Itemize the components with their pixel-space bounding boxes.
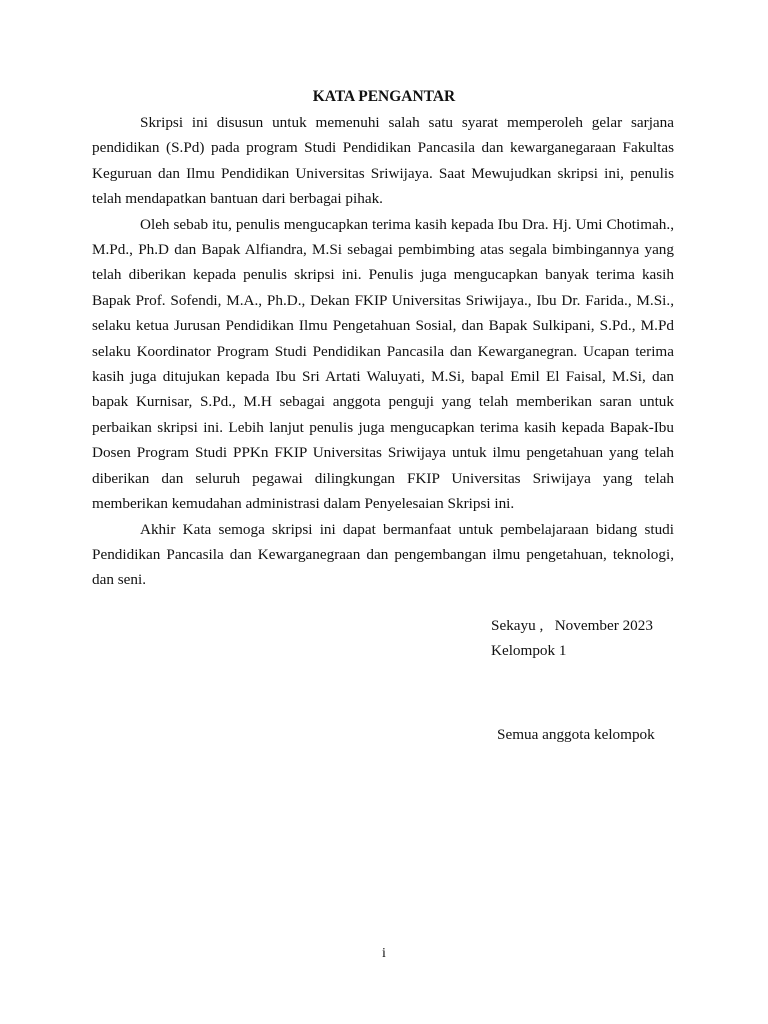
signature-members: Semua anggota kelompok — [497, 726, 655, 743]
paragraph-intro: Skripsi ini disusun untuk memenuhi salah satu syarat memperoleh gelar sarjana pendidikan (S.Pd) pada program Studi Pendidikan Pancasila dan kewarganegaraan Fakultas Keguruan dan Ilmu Pendidikan Universitas Sriwijaya. Saat Mewujudkan skripsi ini, penulis telah mendapatkan bantuan dari berbagai pihak. — [92, 114, 674, 208]
paragraph-closing: Akhir Kata semoga skripsi ini dapat bermanfaat untuk pembelajaraan bidang studi Pendidikan Pancasila dan Kewarganegraan dan pengembangan ilmu pengetahuan, teknologi, dan seni. — [92, 520, 674, 589]
signature-place-date: Sekayu , November 2023 — [491, 617, 653, 634]
document-body — [92, 110, 674, 593]
paragraph-acknowledgements: Oleh sebab itu, penulis mengucapkan terima kasih kepada Ibu Dra. Hj. Umi Chotimah., M.Pd., Ph.D dan Bapak Alfiandra, M.Si sebagai pembimbing atas segala bimbingannya yang telah diberikan kepada penulis skripsi ini. Penulis juga mengucapkan banyak terima kasih Bapak Prof. Sofendi, M.A., Ph.D., Dekan FKIP Universitas Sriwijaya., Ibu Dr. Farida., M.Si., selaku ketua Jurusan Pendidikan Ilmu Pengetahuan Sosial, dan Bapak Sulkipani, S.Pd., M.Pd selaku Koordinator Program Studi Pendidikan Pancasila dan Kewarganegran. Ucapan terima kasih juga ditujukan kepada Ibu Sri Artati Waluyati, M.Si, bapal Emil El Faisal, M.Si, dan bapak Kurnisar, S.Pd., M.H sebagai anggota penguji yang telah memberikan saran untuk perbaikan skripsi ini. Lebih lanjut penulis juga mengucapkan terima kasih kepada Bapak-Ibu Dosen Program Studi PPKn FKIP Universitas Sriwijaya untuk ilmu pengetahuan yang telah diberikan dan seluruh pegawai dilingkungan FKIP Universitas Sriwijaya yang telah memberikan kemudahan administrasi dalam Penyelesaian Skripsi ini. — [92, 215, 674, 513]
page-title: KATA PENGANTAR — [312, 88, 456, 105]
page-number: i — [382, 946, 386, 961]
signature-group: Kelompok 1 — [491, 642, 567, 659]
